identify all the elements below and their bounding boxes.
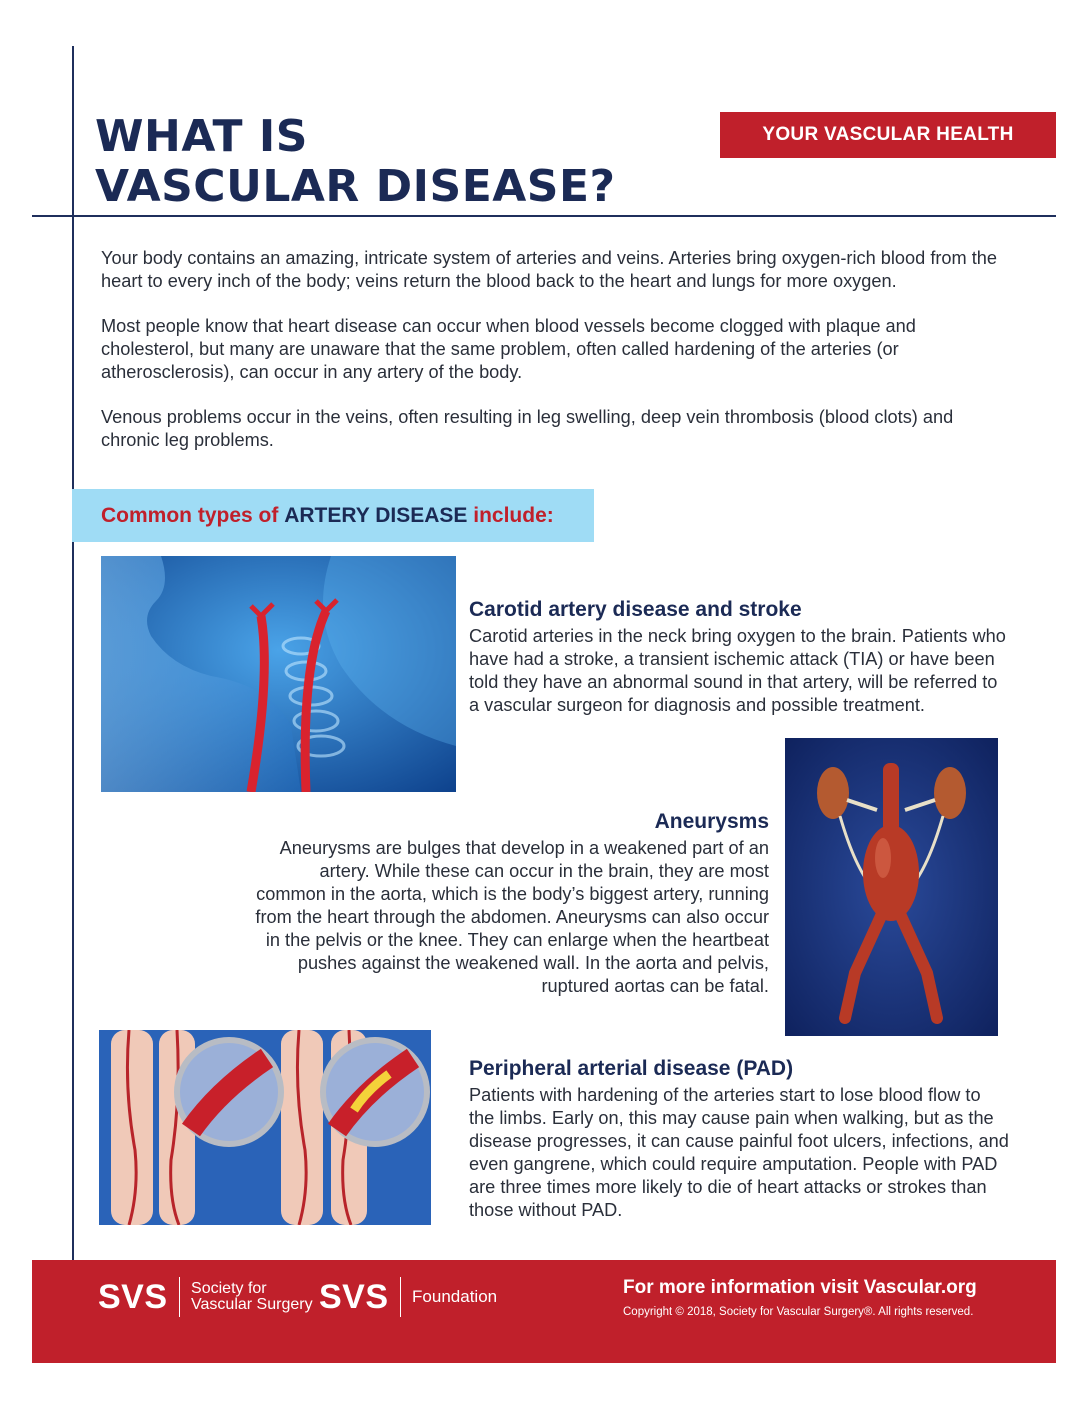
logo-divider xyxy=(179,1277,181,1317)
title-line-1: WHAT IS xyxy=(95,111,308,162)
logo-text xyxy=(191,1281,313,1313)
intro-text xyxy=(101,247,1011,474)
heading-part-3: include: xyxy=(473,503,554,527)
section-badge: YOUR VASCULAR HEALTH xyxy=(720,112,1056,158)
intro-paragraph-1: Your body contains an amazing, intricate system of arteries and veins. Arteries bring oxygen-rich blood from the heart to every inch of the body; veins return the blood back to the heart and lungs for more oxygen. xyxy=(101,248,998,291)
svs-society-logo xyxy=(98,1277,313,1317)
aneurysm-illustration xyxy=(785,738,998,1036)
logo-divider xyxy=(400,1277,402,1317)
intro-paragraph-2: Most people know that heart disease can occur when blood vessels become clogged with plaque and cholesterol, but many are unaware that the same problem, often called hardening of the arteries (or atherosclerosis), can occur in any artery of the body. xyxy=(101,316,916,382)
carotid-illustration xyxy=(101,556,456,792)
pad-section xyxy=(469,1056,1009,1222)
artery-disease-heading xyxy=(72,489,594,542)
more-info-text: For more information visit Vascular.org xyxy=(623,1277,977,1298)
copyright-text: Copyright © 2018, Society for Vascular Surgery®. All rights reserved. xyxy=(623,1306,974,1318)
pad-body: Patients with hardening of the arteries start to lose blood flow to the limbs. Early on, this may cause pain when walking, but as the disease progresses, it can cause painful foot ulcers, infections, and even gangrene, which could require amputation. People with PAD are three times more likely to die of heart attacks or strokes than those without PAD. xyxy=(469,1085,1009,1220)
title-line-2: VASCULAR DISEASE? xyxy=(95,161,616,212)
svs-foundation-mark: SVS xyxy=(319,1277,389,1316)
svs-logo-mark: SVS xyxy=(98,1277,168,1316)
logo-text-line-1: Society for xyxy=(191,1280,267,1297)
header-rule xyxy=(32,215,1056,217)
heading-part-1: Common types of xyxy=(101,503,279,527)
svs-foundation-logo xyxy=(319,1277,497,1317)
foundation-text: Foundation xyxy=(412,1287,498,1306)
heading-part-2: ARTERY DISEASE xyxy=(284,503,468,527)
footer xyxy=(32,1260,1056,1363)
carotid-body: Carotid arteries in the neck bring oxygen to the brain. Patients who have had a stroke, a transient ischemic attack (TIA) or have been told they have an abnormal sound in that artery, will be referred to a vascular surgeon for diagnosis and possible treatment. xyxy=(469,626,1006,715)
left-rule xyxy=(72,46,74,1362)
aneurysm-section xyxy=(250,809,769,998)
pad-title: Peripheral arterial disease (PAD) xyxy=(469,1057,794,1080)
intro-paragraph-3: Venous problems occur in the veins, often resulting in leg swelling, deep vein thrombosis (blood clots) and chronic leg problems. xyxy=(101,407,954,450)
carotid-title: Carotid artery disease and stroke xyxy=(469,598,802,621)
logo-text-line-2: Vascular Surgery xyxy=(191,1296,313,1313)
page-title xyxy=(95,112,616,212)
carotid-section xyxy=(469,597,1009,717)
aneurysm-title: Aneurysms xyxy=(654,810,769,833)
pad-illustration xyxy=(99,1030,431,1225)
aneurysm-body: Aneurysms are bulges that develop in a weakened part of an artery. While these can occur in the brain, they are most common in the aorta, which is the body’s biggest artery, running from the heart through the abdomen. Aneurysms can also occur in the pelvis or the knee. They can enlarge when the heartbeat pushes against the weakened wall. In the aorta and pelvis, ruptured aortas can be fatal. xyxy=(255,838,769,996)
